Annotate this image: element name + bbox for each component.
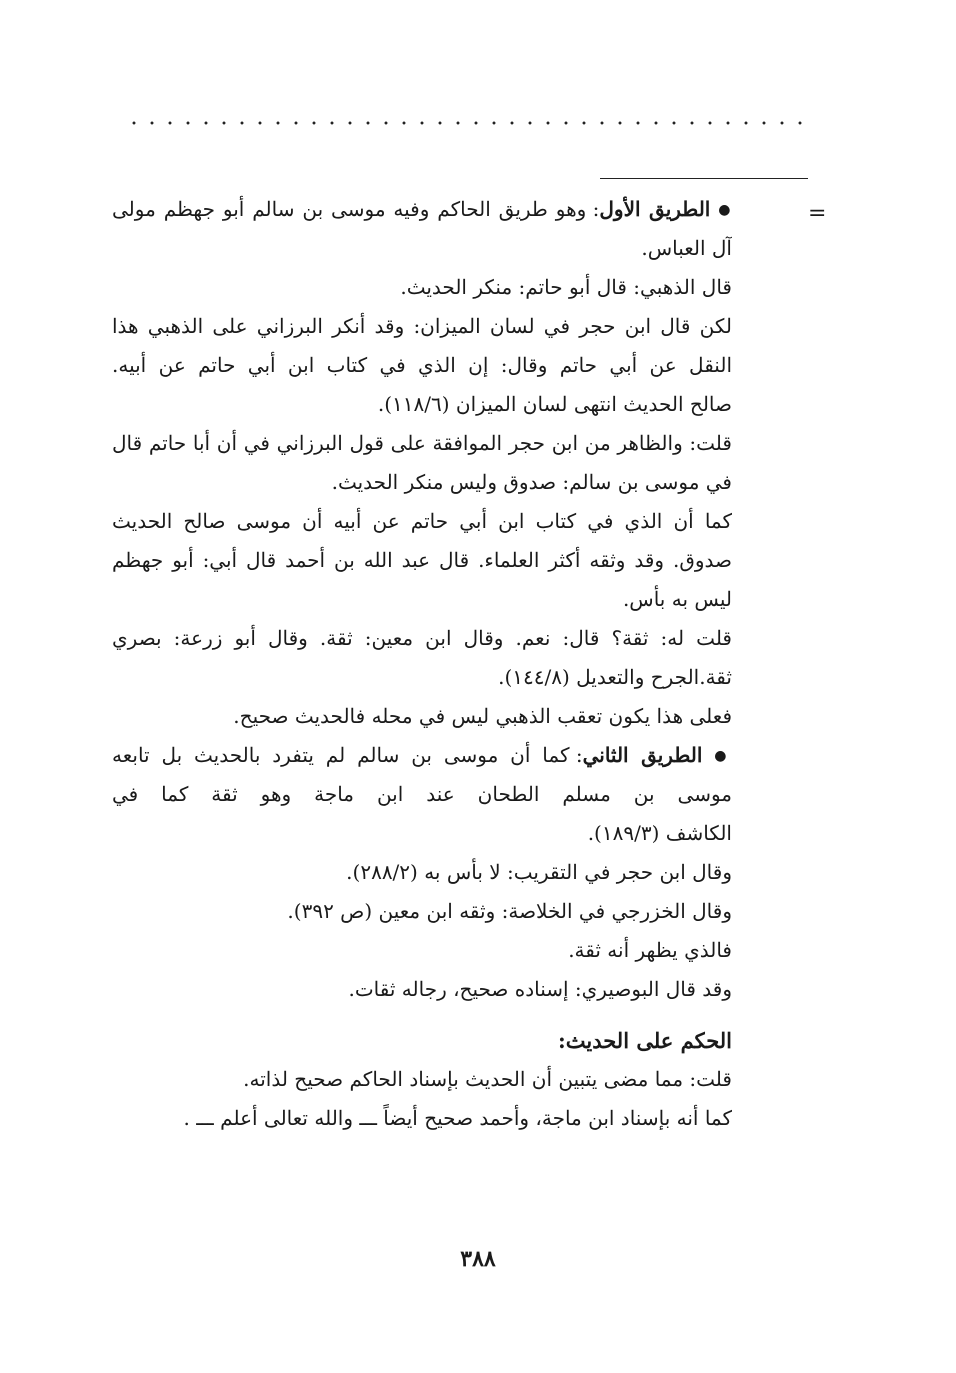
text-line: ليس به بأس. — [622, 587, 732, 611]
bullet-icon: ● — [718, 202, 732, 218]
main-text — [112, 190, 732, 1138]
text-line: فالذي يظهر أنه ثقة. — [568, 938, 732, 962]
text-line: آل العباس. — [641, 236, 732, 260]
text-line: وقد قال البوصيري: إسناده صحيح، رجاله ثقات. — [348, 977, 732, 1001]
text-line: في موسى بن سالم: صدوق وليس منكر الحديث. — [331, 470, 732, 494]
text-line: فعلى هذا يكون تعقب الذهبي ليس في محله فالحديث صحيح. — [233, 704, 732, 728]
text-line: صدوق. وقد وثقه أكثر العلماء. قال عبد الله بن أحمد قال أبي: أبو جهظم — [112, 548, 732, 572]
text-line: وقال ابن حجر في التقريب: لا بأس به (٢٨٨/٢). — [346, 860, 732, 884]
text-line: قال الذهبي: قال أبو حاتم: منكر الحديث. — [400, 275, 732, 299]
route-heading: الطريق الثاني — [582, 743, 703, 767]
text-line: قلت: مما مضى يتبين أن الحديث بإسناد الحاكم صحيح لذاته. — [243, 1067, 732, 1091]
text-line: وقال الخزرجي في الخلاصة: وثقه ابن معين (ص ٣٩٢). — [287, 899, 732, 923]
page-number: ٣٨٨ — [460, 1246, 496, 1272]
route-heading: الطريق الأول — [599, 197, 711, 221]
margin-mark: = — [808, 201, 827, 226]
text-line: قلت: والظاهر من ابن حجر الموافقة على قول البرزاني في أن أبا حاتم قال — [112, 431, 732, 455]
text-line: صالح الحديث انتهى لسان الميزان (١١٨/٦). — [377, 392, 732, 416]
bullet-icon: ● — [714, 748, 732, 764]
text-line: ● الطريق الأول: وهو طريق الحاكم وفيه موسى بن سالم أبو جهظم مولى — [112, 197, 732, 221]
text-line: كما أنه بإسناد ابن ماجة، وأحمد صحيح أيضاً ـــ والله تعالى أعلم ـــ . — [183, 1106, 732, 1130]
text-line: النقل عن أبي حاتم وقال: إن الذي في كتاب ابن أبي حاتم عن أبيه. — [112, 353, 732, 377]
section-heading: الحكم على الحديث: — [557, 1028, 732, 1053]
footnote-rule — [600, 178, 808, 179]
text-line: ● الطريق الثاني: كما أن موسى بن سالم لم يتفرد بالحديث بل تابعه — [112, 743, 732, 767]
text-line: كما أن الذي في كتاب ابن أبي حاتم عن أبيه أن موسى صالح الحديث — [112, 509, 732, 533]
text-line: ثقة.الجرح والتعديل (١٤٤/٨). — [498, 665, 732, 689]
text-line: لكن قال ابن حجر في لسان الميزان: وقد أنكر البرزاني على الذهبي هذا — [112, 314, 732, 338]
text-line: قلت له: ثقة؟ قال: نعم. وقال ابن معين: ثقة. وقال أبو زرعة: بصري — [112, 626, 732, 650]
text-line: الكاشف (١٨٩/٣). — [587, 821, 732, 845]
dotted-separator — [125, 118, 810, 128]
text-line: موسى بن مسلم الطحان عند ابن ماجة وهو ثقة كما في — [112, 782, 732, 806]
